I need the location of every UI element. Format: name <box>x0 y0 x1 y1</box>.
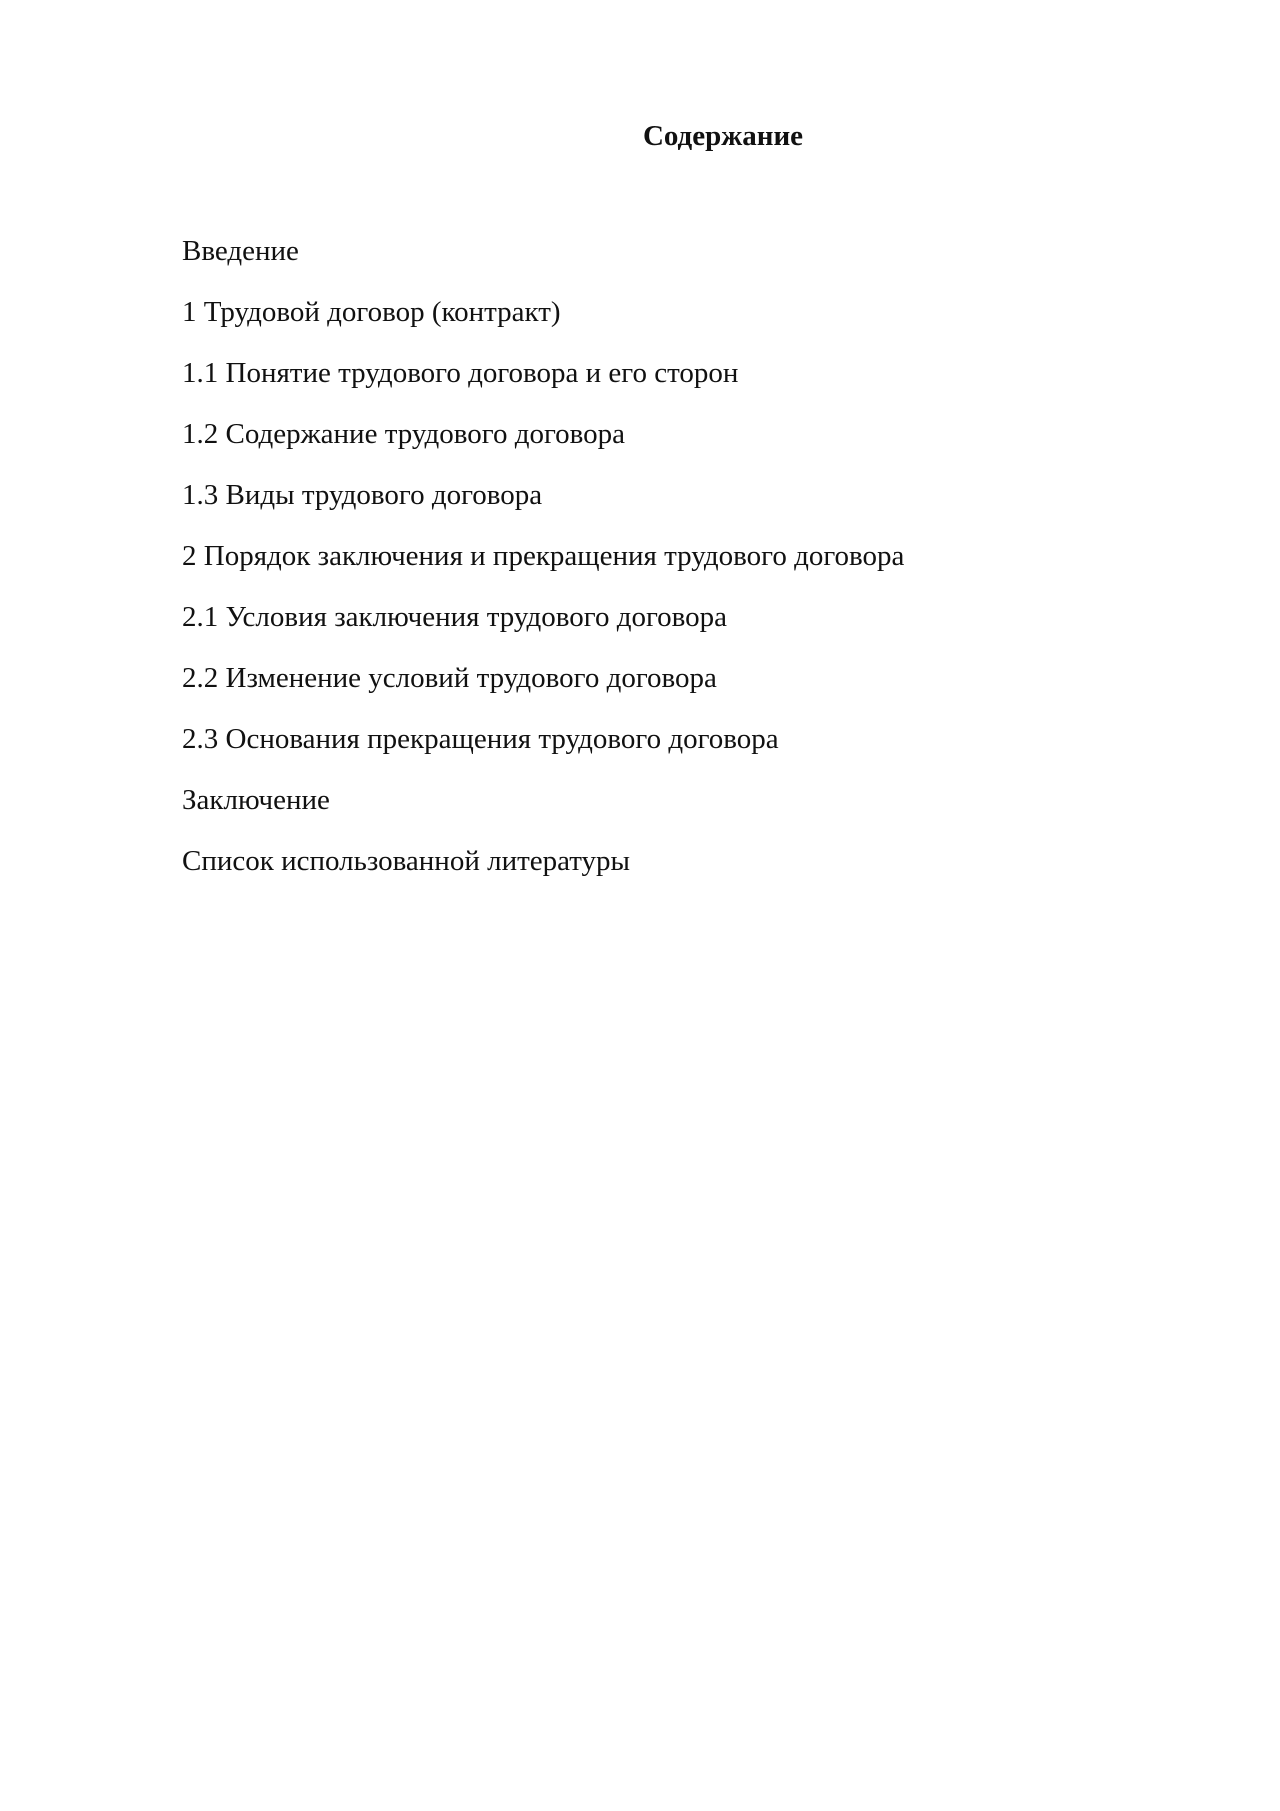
toc-item-references: Список использованной литературы <box>182 845 631 877</box>
toc-item-section-2-2: 2.2 Изменение условий трудового договора <box>182 662 717 694</box>
toc-item-section-1-1: 1.1 Понятие трудового договора и его сторон <box>182 357 739 389</box>
toc-item-chapter-1: 1 Трудовой договор (контракт) <box>182 296 561 328</box>
toc-item-introduction: Введение <box>182 235 299 267</box>
toc-item-chapter-2: 2 Порядок заключения и прекращения трудового договора <box>182 540 905 572</box>
toc-item-section-2-3: 2.3 Основания прекращения трудового договора <box>182 723 779 755</box>
toc-item-section-1-3: 1.3 Виды трудового договора <box>182 479 543 511</box>
toc-item-conclusion: Заключение <box>182 784 330 816</box>
page-title: Содержание <box>642 120 804 152</box>
toc-item-section-2-1: 2.1 Условия заключения трудового договора <box>182 601 728 633</box>
toc-item-section-1-2: 1.2 Содержание трудового договора <box>182 418 625 450</box>
table-of-contents <box>182 233 904 904</box>
